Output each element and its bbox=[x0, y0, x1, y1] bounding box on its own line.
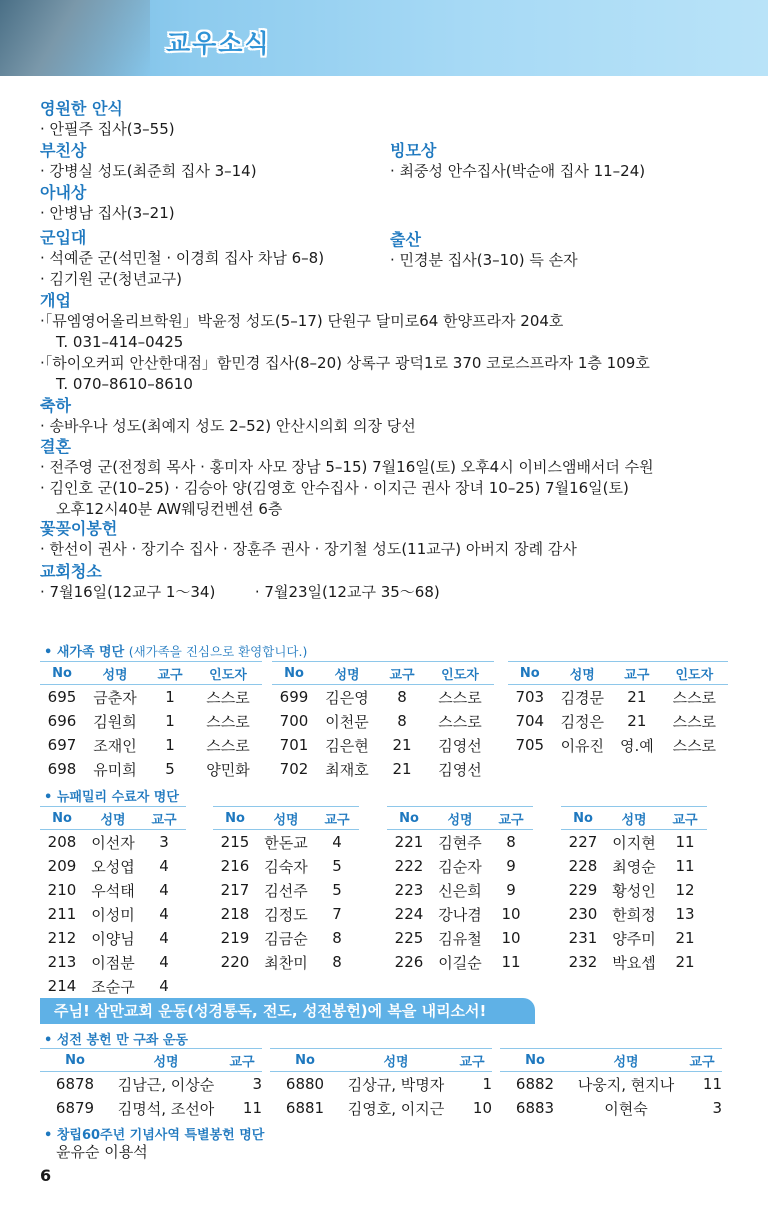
cell-name: 김상규, 박명자 bbox=[347, 1075, 445, 1094]
column-header-name: 성명 bbox=[431, 807, 489, 830]
table-header-row bbox=[40, 1049, 262, 1072]
section-wife bbox=[40, 183, 175, 224]
offering-table bbox=[40, 1048, 262, 1120]
cell-name: 이현숙 bbox=[604, 1099, 648, 1118]
section-opening bbox=[40, 291, 650, 395]
cell-parish: 3 bbox=[252, 1075, 262, 1093]
cell-parish: 8 bbox=[506, 833, 516, 851]
cell-name: 한희정 bbox=[612, 905, 656, 924]
cell-name: 오성엽 bbox=[91, 857, 135, 876]
column-header-name: 성명 bbox=[570, 1049, 682, 1072]
cleaning-date-2: · 7월23일(12교구 35～68) bbox=[254, 583, 440, 601]
cell-no: 220 bbox=[220, 953, 250, 971]
table-row bbox=[561, 950, 707, 974]
cell-parish: 10 bbox=[501, 905, 521, 923]
section-father bbox=[40, 141, 257, 182]
column-header-name: 성명 bbox=[605, 807, 663, 830]
section-item-phone: T. 070–8610–8610 bbox=[56, 375, 193, 393]
cell-no: 229 bbox=[568, 881, 598, 899]
cell-parish: 3 bbox=[159, 833, 169, 851]
section-item: · 송바우나 성도(최예지 성도 2–52) 안산시의회 의장 당선 bbox=[40, 417, 416, 435]
cell-parish: 21 bbox=[627, 712, 647, 730]
section-title: 축하 bbox=[40, 396, 71, 415]
cell-parish: 1 bbox=[165, 712, 175, 730]
new-family-table bbox=[508, 661, 728, 757]
cell-parish: 5 bbox=[165, 760, 175, 778]
cell-guide: 김영선 bbox=[438, 760, 482, 779]
cell-no: 225 bbox=[394, 929, 424, 947]
cell-no: 695 bbox=[47, 688, 77, 706]
table-row bbox=[40, 902, 186, 926]
cell-no: 701 bbox=[279, 736, 309, 754]
column-header-name: 성명 bbox=[110, 1049, 222, 1072]
cell-no: 223 bbox=[394, 881, 424, 899]
section-item: · 안필주 집사(3–55) bbox=[40, 120, 175, 138]
column-header-guide: 인도자 bbox=[194, 662, 262, 685]
cell-parish: 4 bbox=[159, 905, 169, 923]
section-cleaning bbox=[40, 562, 440, 603]
cell-no: 700 bbox=[279, 712, 309, 730]
cell-no: 232 bbox=[568, 953, 598, 971]
cell-name: 이선자 bbox=[91, 833, 135, 852]
section-flowers bbox=[40, 519, 577, 560]
table-row bbox=[40, 757, 262, 781]
cell-name: 김정도 bbox=[264, 905, 308, 924]
table-row bbox=[213, 878, 359, 902]
table-row bbox=[387, 926, 533, 950]
cell-name: 이유진 bbox=[560, 736, 605, 755]
cell-no: 696 bbox=[47, 712, 77, 730]
table-header-row bbox=[272, 662, 494, 685]
cell-name: 신은희 bbox=[438, 881, 482, 900]
cell-no: 6882 bbox=[515, 1075, 555, 1093]
cell-parish: 21 bbox=[627, 688, 647, 706]
cell-no: 215 bbox=[220, 833, 250, 851]
section-military bbox=[40, 228, 324, 290]
section-title: 영원한 안식 bbox=[40, 99, 123, 118]
column-header-name: 성명 bbox=[257, 807, 315, 830]
table-row bbox=[213, 902, 359, 926]
cell-parish: 11 bbox=[501, 953, 521, 971]
table-row bbox=[387, 830, 533, 855]
column-header-no: No bbox=[40, 662, 84, 685]
column-header-no: No bbox=[561, 807, 605, 830]
table-row bbox=[500, 1072, 722, 1097]
table-header-row bbox=[270, 1049, 492, 1072]
cell-no: 698 bbox=[47, 760, 77, 778]
section-title: 아내상 bbox=[40, 183, 87, 202]
table-header-row bbox=[508, 662, 728, 685]
cell-no: 218 bbox=[220, 905, 250, 923]
cell-guide: 스스로 bbox=[438, 712, 482, 731]
cell-name: 조재인 bbox=[93, 736, 137, 755]
offering-title: • 성전 봉헌 만 구좌 운동 bbox=[44, 1033, 188, 1048]
cell-no: 219 bbox=[220, 929, 250, 947]
cell-no: 222 bbox=[394, 857, 424, 875]
column-header-no: No bbox=[270, 1049, 340, 1072]
table-header-row bbox=[500, 1049, 722, 1072]
cell-parish: 11 bbox=[675, 833, 695, 851]
cell-no: 6883 bbox=[515, 1099, 555, 1117]
column-header-name: 성명 bbox=[316, 662, 378, 685]
section-item: · 김인호 군(10–25) · 김승아 양(김영호 안수집사 · 이지근 권사 장녀 10–25) 7월16일(토) bbox=[40, 479, 629, 497]
column-header-parish: 교구 bbox=[489, 807, 533, 830]
cell-guide: 양민화 bbox=[206, 760, 250, 779]
cell-name: 우석태 bbox=[91, 881, 135, 900]
cell-no: 228 bbox=[568, 857, 598, 875]
section-item: · 김기원 군(청년교구) bbox=[40, 270, 182, 288]
table-header-row bbox=[561, 807, 707, 830]
cell-no: 6880 bbox=[285, 1075, 325, 1093]
new-family-title-text: • 새가족 명단 bbox=[44, 645, 125, 660]
graduates-table bbox=[213, 806, 359, 974]
cell-name: 이점분 bbox=[91, 953, 135, 972]
anniversary-title: • 창립60주년 기념사역 특별봉헌 명단 bbox=[44, 1128, 265, 1143]
cell-name: 김남근, 이상순 bbox=[117, 1075, 215, 1094]
cell-no: 226 bbox=[394, 953, 424, 971]
section-title: 꽃꽂이봉헌 bbox=[40, 519, 118, 538]
section-title: 개업 bbox=[40, 291, 71, 310]
section-title: 출산 bbox=[390, 230, 421, 249]
column-header-no: No bbox=[508, 662, 552, 685]
table-row bbox=[213, 950, 359, 974]
cell-name: 김은현 bbox=[325, 736, 369, 755]
graduates-table bbox=[40, 806, 186, 998]
table-row bbox=[40, 830, 186, 855]
cell-no: 227 bbox=[568, 833, 598, 851]
table-row bbox=[40, 709, 262, 733]
table-row bbox=[213, 854, 359, 878]
graduates-title: • 뉴패밀리 수료자 명단 bbox=[44, 790, 179, 805]
table-row bbox=[40, 878, 186, 902]
cell-parish: 5 bbox=[332, 857, 342, 875]
column-header-parish: 교구 bbox=[146, 662, 194, 685]
cell-name: 금춘자 bbox=[93, 688, 137, 707]
cell-no: 697 bbox=[47, 736, 77, 754]
page-title: 교우소식 bbox=[166, 29, 271, 58]
section-condolence bbox=[40, 99, 175, 140]
cell-no: 211 bbox=[47, 905, 77, 923]
cleaning-date-1: · 7월16일(12교구 1～34) bbox=[40, 583, 216, 601]
table-row bbox=[561, 830, 707, 855]
graduates-table bbox=[561, 806, 707, 974]
cell-parish: 4 bbox=[159, 929, 169, 947]
cell-parish: 11 bbox=[242, 1099, 262, 1117]
table-row bbox=[40, 854, 186, 878]
graduates-table bbox=[387, 806, 533, 974]
cell-name: 황성인 bbox=[612, 881, 656, 900]
prayer-banner: 주님! 삼만교회 운동(성경통독, 전도, 성전봉헌)에 복을 내리소서! bbox=[40, 998, 535, 1024]
cell-name: 김선주 bbox=[264, 881, 308, 900]
table-row bbox=[272, 709, 494, 733]
offering-table bbox=[270, 1048, 492, 1120]
cell-guide: 스스로 bbox=[438, 688, 482, 707]
table-row bbox=[40, 926, 186, 950]
new-family-subtitle: (새가족을 진심으로 환영합니다.) bbox=[128, 644, 308, 659]
cell-parish: 21 bbox=[392, 760, 412, 778]
cell-guide: 김영선 bbox=[438, 736, 482, 755]
cell-no: 216 bbox=[220, 857, 250, 875]
cell-parish: 5 bbox=[332, 881, 342, 899]
cell-parish: 7 bbox=[332, 905, 342, 923]
cell-name: 최영순 bbox=[612, 857, 656, 876]
column-header-no: No bbox=[40, 807, 84, 830]
cell-name: 김경문 bbox=[560, 688, 605, 707]
cell-parish: 21 bbox=[675, 953, 695, 971]
cell-name: 김정은 bbox=[560, 712, 605, 731]
cell-parish: 11 bbox=[675, 857, 695, 875]
cell-name: 조순구 bbox=[91, 977, 135, 996]
section-title: 빙모상 bbox=[390, 141, 437, 160]
new-family-table bbox=[272, 661, 494, 781]
column-header-parish: 교구 bbox=[142, 807, 186, 830]
section-title: 교회청소 bbox=[40, 562, 102, 581]
table-row bbox=[272, 757, 494, 781]
cell-name: 이성미 bbox=[91, 905, 135, 924]
cell-no: 704 bbox=[515, 712, 545, 730]
cell-guide: 스스로 bbox=[206, 712, 250, 731]
column-header-no: No bbox=[213, 807, 257, 830]
column-header-no: No bbox=[40, 1049, 110, 1072]
cell-parish: 21 bbox=[392, 736, 412, 754]
cell-parish: 21 bbox=[675, 929, 695, 947]
cell-name: 김원희 bbox=[93, 712, 137, 731]
section-title: 결혼 bbox=[40, 437, 71, 456]
cell-parish: 8 bbox=[397, 712, 407, 730]
section-item: · 안병남 집사(3–21) bbox=[40, 204, 175, 222]
cell-no: 705 bbox=[515, 736, 545, 754]
cell-parish: 8 bbox=[397, 688, 407, 706]
cell-parish: 10 bbox=[472, 1099, 492, 1117]
cell-parish: 11 bbox=[702, 1075, 722, 1093]
cell-name: 김은영 bbox=[325, 688, 369, 707]
cell-no: 217 bbox=[220, 881, 250, 899]
cell-parish: 1 bbox=[482, 1075, 492, 1093]
cell-name: 이지현 bbox=[612, 833, 656, 852]
section-item: · 강병실 성도(최준희 집사 3–14) bbox=[40, 162, 257, 180]
cell-name: 한돈교 bbox=[264, 833, 308, 852]
new-family-title bbox=[44, 641, 307, 660]
cell-no: 224 bbox=[394, 905, 424, 923]
cell-name: 이양님 bbox=[91, 929, 135, 948]
table-row bbox=[561, 854, 707, 878]
cell-name: 김현주 bbox=[438, 833, 482, 852]
section-item bbox=[40, 582, 440, 603]
section-title: 부친상 bbox=[40, 141, 87, 160]
section-item: · 한선이 권사 · 장기수 집사 · 장훈주 권사 · 장기철 성도(11교구) 아버지 장례 감사 bbox=[40, 540, 577, 558]
cell-name: 김순자 bbox=[438, 857, 482, 876]
cell-parish: 4 bbox=[159, 953, 169, 971]
section-item-phone: T. 031–414–0425 bbox=[56, 333, 184, 351]
cell-parish: 1 bbox=[165, 736, 175, 754]
section-item: ·「뮤엠영어올리브학원」박윤정 성도(5–17) 단원구 달미로64 한양프라자 204호 bbox=[40, 312, 564, 330]
column-header-name: 성명 bbox=[84, 662, 146, 685]
cell-no: 6879 bbox=[55, 1099, 95, 1117]
header-decoration-image bbox=[0, 0, 150, 76]
cell-name: 최찬미 bbox=[264, 953, 308, 972]
cell-no: 212 bbox=[47, 929, 77, 947]
column-header-guide: 인도자 bbox=[426, 662, 494, 685]
cell-name: 유미희 bbox=[93, 760, 137, 779]
cell-no: 209 bbox=[47, 857, 77, 875]
page-header bbox=[0, 0, 768, 76]
table-row bbox=[508, 709, 728, 733]
cell-parish: 9 bbox=[506, 857, 516, 875]
column-header-no: No bbox=[500, 1049, 570, 1072]
cell-no: 221 bbox=[394, 833, 424, 851]
section-wedding bbox=[40, 437, 654, 520]
section-item: · 민경분 집사(3–10) 득 손자 bbox=[390, 251, 578, 269]
table-row bbox=[561, 902, 707, 926]
table-row bbox=[40, 1072, 262, 1097]
anniversary-names: 윤유순 이용석 bbox=[56, 1143, 148, 1161]
cell-parish: 12 bbox=[675, 881, 695, 899]
table-header-row bbox=[40, 807, 186, 830]
cell-guide: 스스로 bbox=[672, 712, 717, 731]
cell-parish: 8 bbox=[332, 953, 342, 971]
section-title: 군입대 bbox=[40, 228, 87, 247]
table-row bbox=[561, 878, 707, 902]
table-row bbox=[387, 950, 533, 974]
cell-parish: 3 bbox=[712, 1099, 722, 1117]
cell-no: 210 bbox=[47, 881, 77, 899]
table-row bbox=[40, 733, 262, 757]
column-header-parish: 교구 bbox=[452, 1049, 492, 1072]
table-row bbox=[508, 685, 728, 710]
table-header-row bbox=[213, 807, 359, 830]
table-row bbox=[508, 733, 728, 757]
section-congrats bbox=[40, 396, 416, 437]
column-header-parish: 교구 bbox=[315, 807, 359, 830]
table-row bbox=[561, 926, 707, 950]
cell-no: 702 bbox=[279, 760, 309, 778]
table-row bbox=[272, 733, 494, 757]
column-header-no: No bbox=[272, 662, 316, 685]
cell-no: 230 bbox=[568, 905, 598, 923]
cell-guide: 스스로 bbox=[206, 736, 250, 755]
table-row bbox=[272, 685, 494, 710]
cell-no: 213 bbox=[47, 953, 77, 971]
cell-no: 703 bbox=[515, 688, 545, 706]
cell-name: 이천문 bbox=[325, 712, 369, 731]
cell-no: 208 bbox=[47, 833, 77, 851]
column-header-name: 성명 bbox=[552, 662, 613, 685]
cell-name: 김숙자 bbox=[264, 857, 308, 876]
cell-name: 박요셉 bbox=[612, 953, 656, 972]
column-header-parish: 교구 bbox=[613, 662, 661, 685]
cell-no: 699 bbox=[279, 688, 309, 706]
column-header-parish: 교구 bbox=[682, 1049, 722, 1072]
cell-name: 양주미 bbox=[612, 929, 656, 948]
table-row bbox=[500, 1096, 722, 1120]
cell-no: 6881 bbox=[285, 1099, 325, 1117]
cell-name: 김명석, 조선아 bbox=[117, 1099, 215, 1118]
column-header-no: No bbox=[387, 807, 431, 830]
section-item: · 석예준 군(석민철 · 이경희 집사 차남 6–8) bbox=[40, 249, 325, 267]
table-header-row bbox=[387, 807, 533, 830]
cell-name: 나웅지, 현지나 bbox=[577, 1075, 675, 1094]
table-row bbox=[387, 854, 533, 878]
cell-name: 김금순 bbox=[264, 929, 308, 948]
cell-parish: 13 bbox=[675, 905, 695, 923]
cell-no: 6878 bbox=[55, 1075, 95, 1093]
cell-guide: 스스로 bbox=[672, 688, 717, 707]
cell-parish: 4 bbox=[332, 833, 342, 851]
section-item: ·「하이오커피 안산한대점」함민경 집사(8–20) 상록구 광덕1로 370 코로스프라자 1층 109호 bbox=[40, 354, 650, 372]
table-header-row bbox=[40, 662, 262, 685]
section-item: · 전주영 군(전정희 목사 · 홍미자 사모 장남 5–15) 7월16일(토) 오후4시 이비스앰배서더 수원 bbox=[40, 458, 654, 476]
section-item: · 최중성 안수집사(박순애 집사 11–24) bbox=[390, 162, 646, 180]
table-row bbox=[270, 1096, 492, 1120]
cell-guide: 스스로 bbox=[672, 736, 717, 755]
table-row bbox=[40, 974, 186, 998]
table-row bbox=[387, 902, 533, 926]
cell-parish: 8 bbox=[332, 929, 342, 947]
column-header-parish: 교구 bbox=[222, 1049, 262, 1072]
column-header-parish: 교구 bbox=[378, 662, 426, 685]
cell-name: 김유철 bbox=[438, 929, 482, 948]
column-header-name: 성명 bbox=[84, 807, 142, 830]
cell-guide: 스스로 bbox=[206, 688, 250, 707]
table-row bbox=[40, 685, 262, 710]
cell-parish: 4 bbox=[159, 881, 169, 899]
cell-parish: 4 bbox=[159, 977, 169, 995]
table-row bbox=[387, 878, 533, 902]
cell-name: 김영호, 이지근 bbox=[347, 1099, 445, 1118]
cell-parish: 4 bbox=[159, 857, 169, 875]
table-row bbox=[213, 926, 359, 950]
section-item: 오후12시40분 AW웨딩컨벤션 6층 bbox=[56, 500, 283, 518]
section-birth bbox=[390, 230, 578, 271]
table-row bbox=[40, 1096, 262, 1120]
cell-name: 이길순 bbox=[438, 953, 482, 972]
table-row bbox=[270, 1072, 492, 1097]
column-header-name: 성명 bbox=[340, 1049, 452, 1072]
cell-parish: 10 bbox=[501, 929, 521, 947]
page-number: 6 bbox=[40, 1166, 52, 1185]
table-row bbox=[40, 950, 186, 974]
cell-no: 231 bbox=[568, 929, 598, 947]
cell-parish: 1 bbox=[165, 688, 175, 706]
section-father-in-law bbox=[390, 141, 645, 182]
new-family-table bbox=[40, 661, 262, 781]
cell-parish: 9 bbox=[506, 881, 516, 899]
cell-parish: 영.예 bbox=[619, 736, 654, 755]
offering-table bbox=[500, 1048, 722, 1120]
cell-name: 강나겸 bbox=[438, 905, 482, 924]
table-row bbox=[213, 830, 359, 855]
column-header-parish: 교구 bbox=[663, 807, 707, 830]
cell-no: 214 bbox=[47, 977, 77, 995]
cell-name: 최재호 bbox=[325, 760, 369, 779]
column-header-guide: 인도자 bbox=[661, 662, 728, 685]
